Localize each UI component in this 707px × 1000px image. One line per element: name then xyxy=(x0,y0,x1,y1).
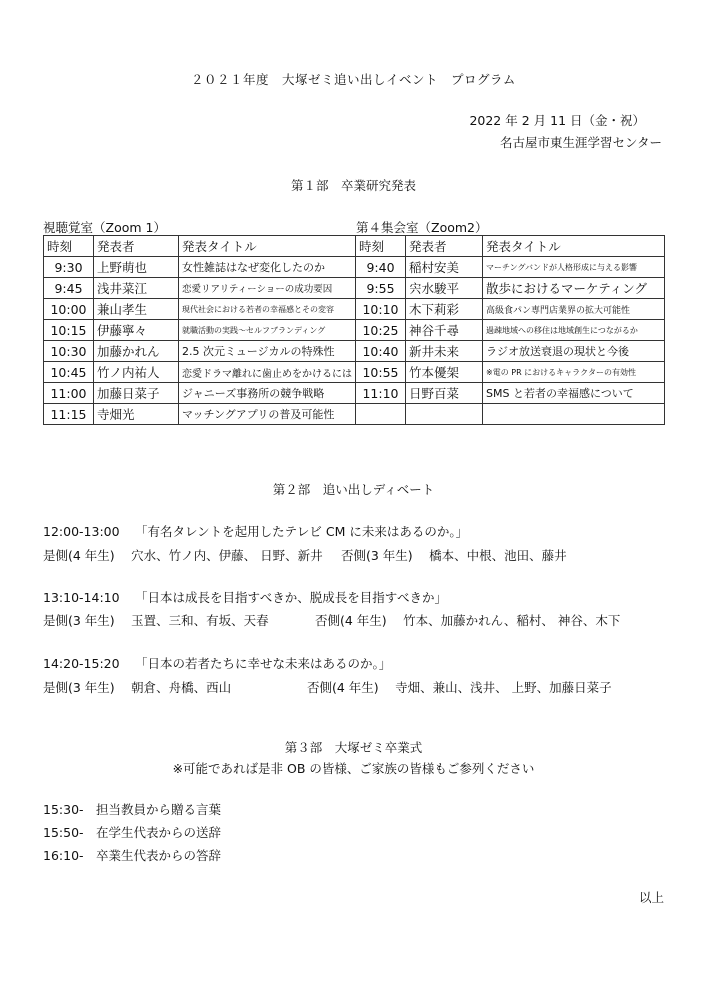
debate-pro-team: 是側(4 年生) 穴水、竹ノ内、伊藤、 日野、新井 xyxy=(43,548,323,563)
debate-3-teams xyxy=(43,678,612,696)
presenter-cell: 上野萌也 xyxy=(94,257,179,278)
table-header-cell: 時刻 xyxy=(44,236,94,257)
time-cell: 11:15 xyxy=(44,404,94,425)
debate-topic: 「有名タレントを起用したテレビ CM に未来はあるのか。」 xyxy=(134,524,469,539)
presenter-cell: 寺畑光 xyxy=(94,404,179,425)
presenter-cell: 木下莉彩 xyxy=(406,299,483,320)
table-header-cell: 発表者 xyxy=(406,236,483,257)
time-cell: 10:45 xyxy=(44,362,94,383)
ceremony-item: 15:50- 在学生代表からの送辞 xyxy=(43,825,222,840)
table-header-cell: 発表タイトル xyxy=(179,236,356,257)
title-cell: ※電の PR におけるキャラクターの有効性 xyxy=(483,362,665,383)
title-cell xyxy=(483,404,665,425)
table-row xyxy=(44,383,665,404)
table-row xyxy=(44,320,665,341)
debate-time: 13:10-14:10 xyxy=(43,590,120,605)
table-header-cell: 発表タイトル xyxy=(483,236,665,257)
table-row xyxy=(44,362,665,383)
title-cell: ジャニーズ事務所の競争戦略 xyxy=(179,383,356,404)
presenter-cell xyxy=(406,404,483,425)
time-cell: 10:00 xyxy=(44,299,94,320)
debate-pro-team: 是側(3 年生) 朝倉、舟橋、西山 xyxy=(43,680,232,695)
debate-2-heading xyxy=(43,588,447,606)
presenter-cell: 日野百菜 xyxy=(406,383,483,404)
room-left-label: 視聴覚室（Zoom 1） xyxy=(43,220,166,235)
page-title: ２０２１年度 大塚ゼミ追い出しイベント プログラム xyxy=(191,72,516,87)
closing-mark: 以上 xyxy=(638,890,664,905)
event-date: 2022 年 2 月 11 日（金・祝） xyxy=(469,113,645,128)
presenter-cell: 宍水駿平 xyxy=(406,278,483,299)
presenter-cell: 加藤かれん xyxy=(94,341,179,362)
table-header-cell: 時刻 xyxy=(356,236,406,257)
debate-topic: 「日本は成長を目指すべきか、脱成長を目指すべきか」 xyxy=(134,590,447,605)
presenter-cell: 竹本優架 xyxy=(406,362,483,383)
time-cell: 9:30 xyxy=(44,257,94,278)
presenter-cell: 神谷千尋 xyxy=(406,320,483,341)
part3-heading: 第３部 大塚ゼミ卒業式 xyxy=(284,740,423,755)
room-right-label: 第４集会室（Zoom2） xyxy=(356,220,488,235)
table-row xyxy=(44,257,665,278)
part2-heading: 第２部 追い出しディベート xyxy=(272,482,435,497)
event-venue: 名古屋市東生涯学習センター xyxy=(499,135,662,150)
table-row xyxy=(44,278,665,299)
presenter-cell: 竹ノ内祐人 xyxy=(94,362,179,383)
table-header-cell: 発表者 xyxy=(94,236,179,257)
title-cell: 恋愛ドラマ離れに歯止めをかけるには xyxy=(179,362,356,383)
part1-heading: 第１部 卒業研究発表 xyxy=(290,178,416,193)
part3-note: ※可能であれば是非 OB の皆様、ご家族の皆様もご参列ください xyxy=(172,761,535,776)
title-cell: 過疎地域への移住は地域創生につながるか xyxy=(483,320,665,341)
title-cell: 高級食パン専門店業界の拡大可能性 xyxy=(483,299,665,320)
debate-con-team: 否側(4 年生) 寺畑、兼山、浅井、 上野、加藤日菜子 xyxy=(306,680,612,695)
time-cell: 10:40 xyxy=(356,341,406,362)
presenter-cell: 浅井菜江 xyxy=(94,278,179,299)
debate-con-team: 否側(4 年生) 竹本、加藤かれん、稲村、 神谷、木下 xyxy=(314,613,621,628)
debate-3-heading xyxy=(43,654,391,672)
time-cell: 10:10 xyxy=(356,299,406,320)
title-cell: ラジオ放送衰退の現状と今後 xyxy=(483,341,665,362)
debate-time: 12:00-13:00 xyxy=(43,524,120,539)
table-header-row xyxy=(44,236,665,257)
time-cell: 11:10 xyxy=(356,383,406,404)
title-cell: 女性雑誌はなぜ変化したのか xyxy=(179,257,356,278)
time-cell: 11:00 xyxy=(44,383,94,404)
title-cell: マッチングアプリの普及可能性 xyxy=(179,404,356,425)
table-row xyxy=(44,404,665,425)
time-cell: 10:55 xyxy=(356,362,406,383)
presenter-cell: 加藤日菜子 xyxy=(94,383,179,404)
presenter-cell: 稲村安美 xyxy=(406,257,483,278)
presenter-cell: 伊藤寧々 xyxy=(94,320,179,341)
debate-1-teams xyxy=(43,546,567,564)
title-cell: 散歩におけるマーケティング xyxy=(483,278,665,299)
ceremony-item: 15:30- 担当教員から贈る言葉 xyxy=(43,802,222,817)
time-cell: 10:30 xyxy=(44,341,94,362)
presenter-cell: 兼山孝生 xyxy=(94,299,179,320)
debate-1-heading xyxy=(43,522,468,540)
ceremony-item: 16:10- 卒業生代表からの答辞 xyxy=(43,848,222,863)
title-cell: 恋愛リアリティーショーの成功要因 xyxy=(179,278,356,299)
debate-topic: 「日本の若者たちに幸せな未来はあるのか。」 xyxy=(134,656,392,671)
title-cell: SMS と若者の幸福感について xyxy=(483,383,665,404)
debate-pro-team: 是側(3 年生) 玉置、三和、有坂、天春 xyxy=(43,613,269,628)
title-cell: マーチングバンドが人格形成に与える影響 xyxy=(483,257,665,278)
time-cell: 9:40 xyxy=(356,257,406,278)
title-cell: 現代社会における若者の幸福感とその変容 xyxy=(179,299,356,320)
debate-time: 14:20-15:20 xyxy=(43,656,120,671)
time-cell: 9:55 xyxy=(356,278,406,299)
time-cell: 9:45 xyxy=(44,278,94,299)
time-cell: 10:25 xyxy=(356,320,406,341)
debate-con-team: 否側(3 年生) 橋本、中根、池田、藤井 xyxy=(340,548,567,563)
presentation-schedule-table xyxy=(43,235,665,425)
time-cell: 10:15 xyxy=(44,320,94,341)
table-row xyxy=(44,299,665,320)
time-cell xyxy=(356,404,406,425)
debate-2-teams xyxy=(43,611,620,629)
title-cell: 2.5 次元ミュージカルの特殊性 xyxy=(179,341,356,362)
title-cell: 就職活動の実践～セルフブランディング xyxy=(179,320,356,341)
table-row xyxy=(44,341,665,362)
presenter-cell: 新井未来 xyxy=(406,341,483,362)
